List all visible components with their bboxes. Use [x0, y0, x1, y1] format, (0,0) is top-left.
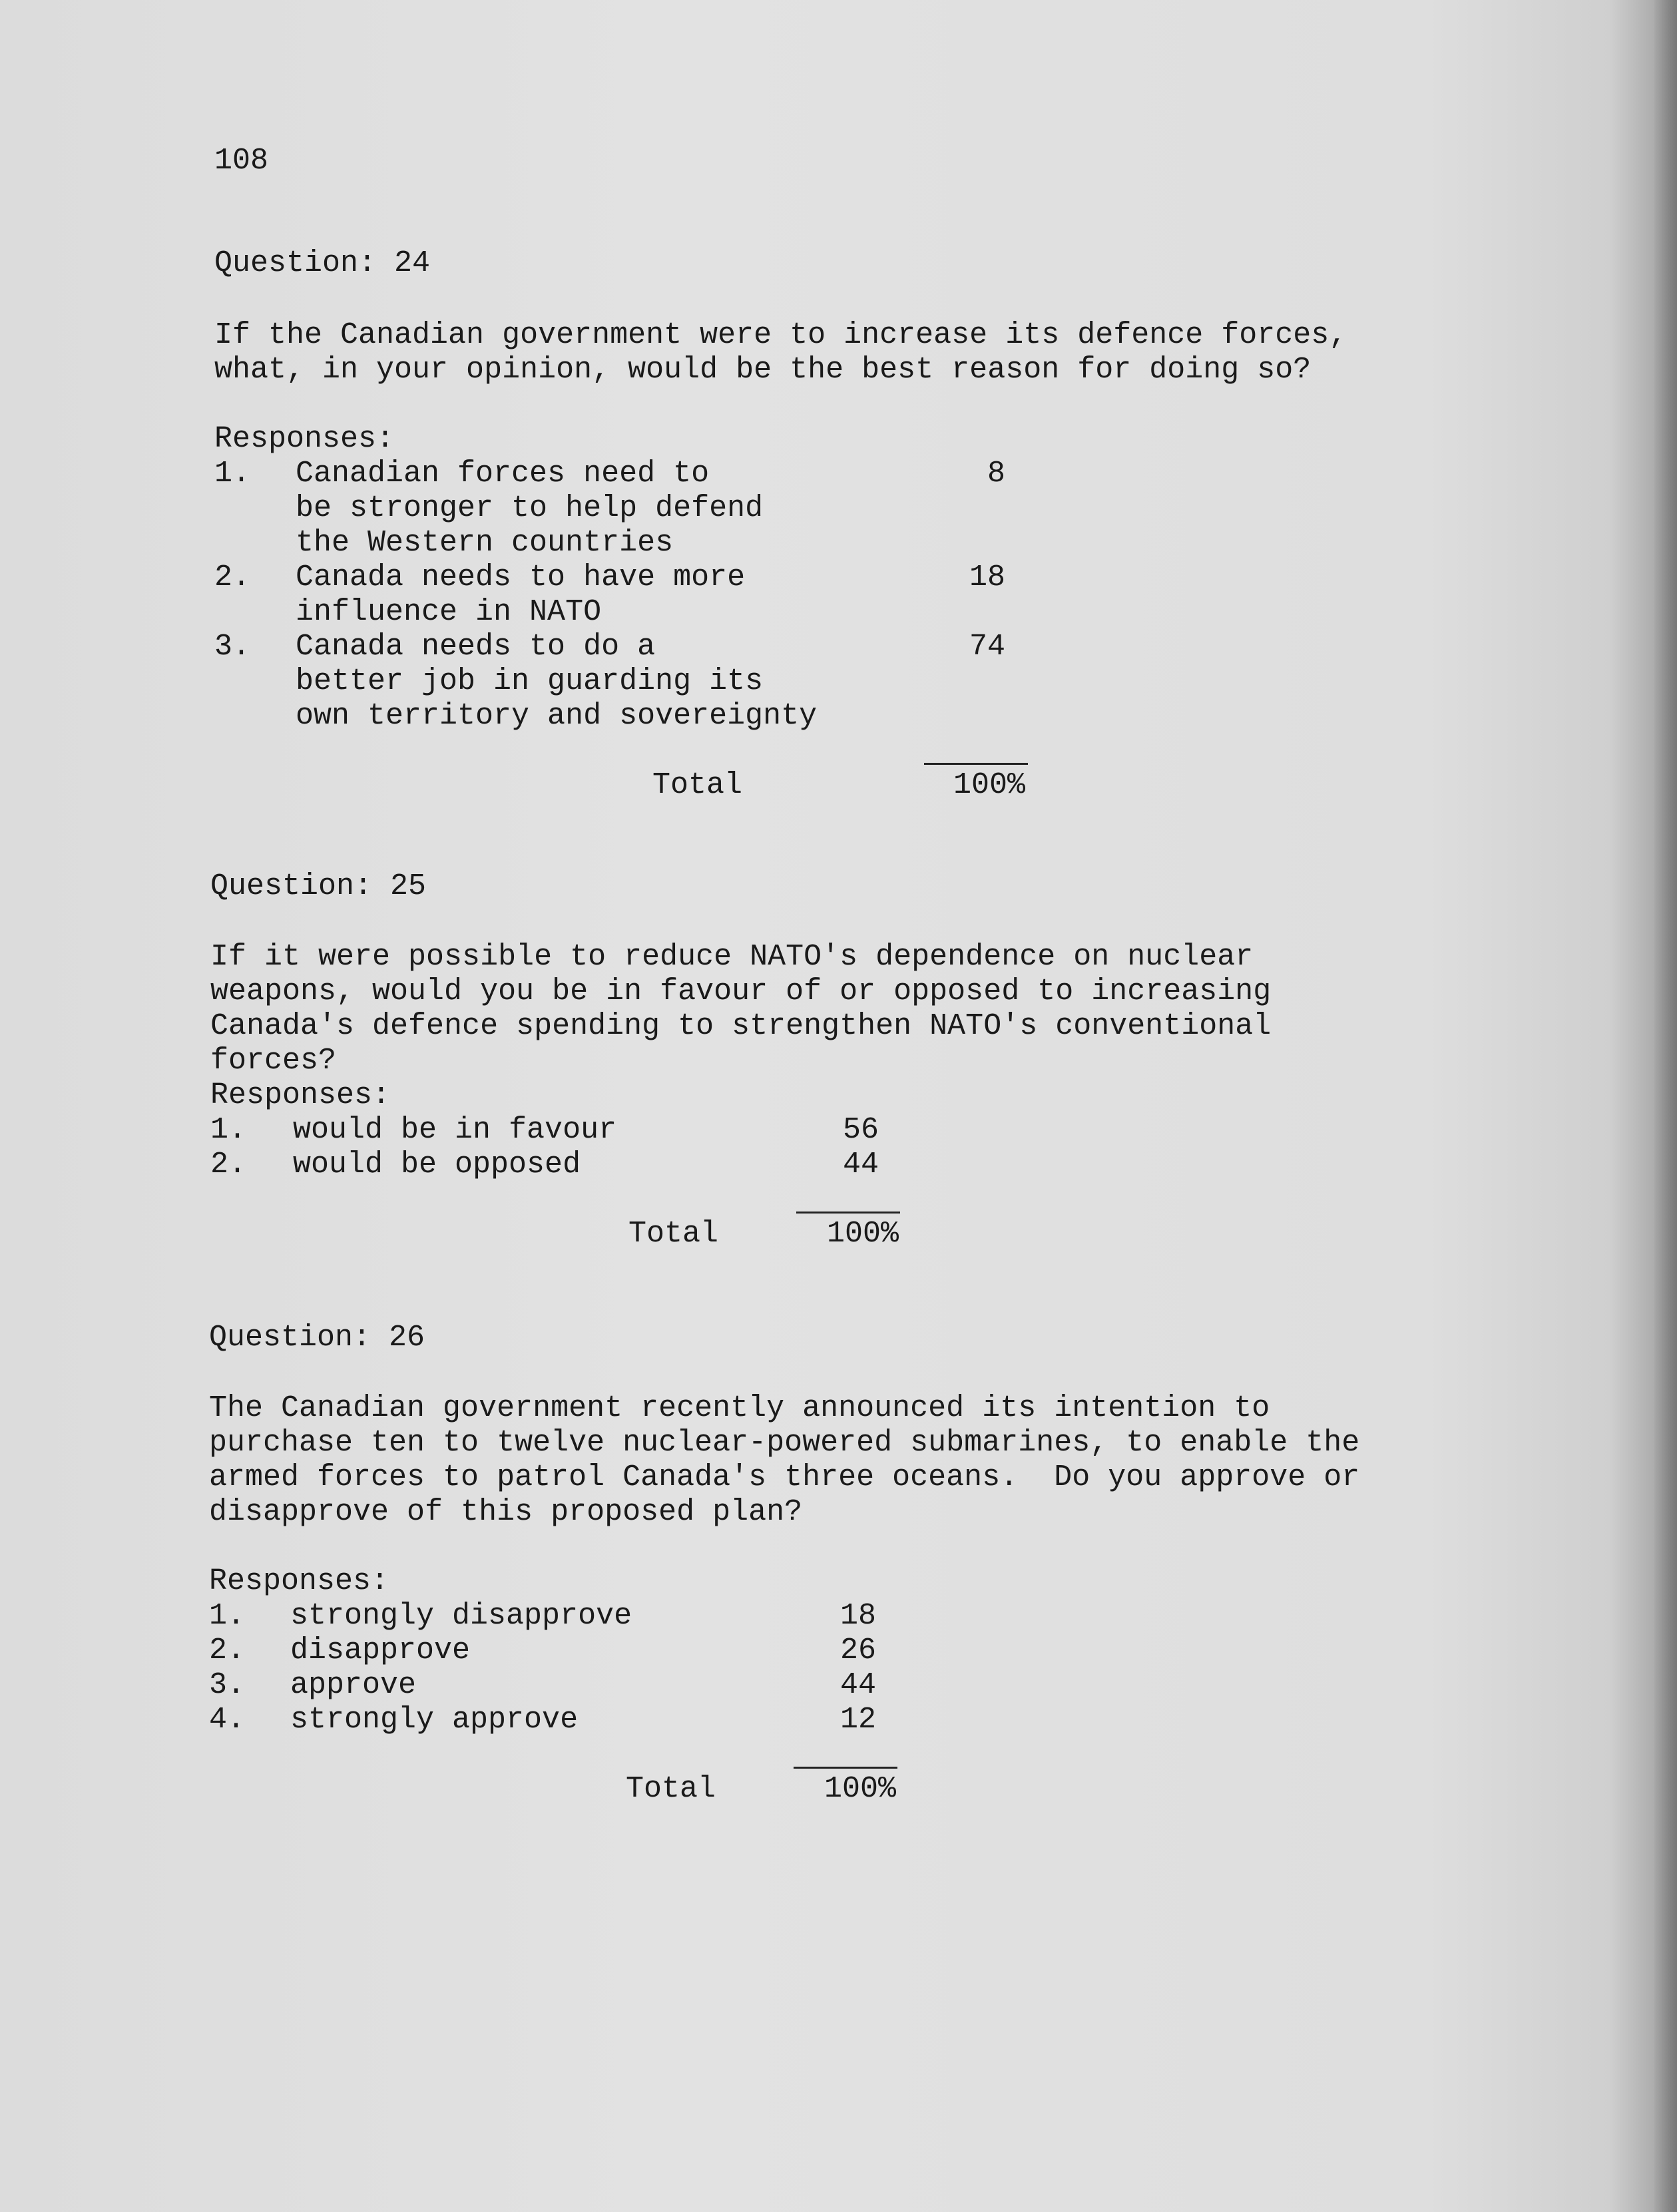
question-text-line: armed forces to patrol Canada's three oceans. Do you approve or: [209, 1460, 1360, 1494]
response-text-line: strongly approve: [290, 1703, 579, 1737]
response-value: 18: [969, 560, 1005, 594]
response-number: 2.: [214, 560, 251, 594]
question-text-line: what, in your opinion, would be the best reason for doing so?: [214, 353, 1312, 387]
response-text-line: influence in NATO: [296, 595, 602, 629]
total-label: Total: [628, 1217, 719, 1251]
response-text-line: would be in favour: [293, 1113, 617, 1147]
total-rule: [924, 763, 1028, 765]
response-value: 56: [842, 1113, 879, 1147]
response-number: 3.: [209, 1668, 246, 1702]
question-text-line: The Canadian government recently announced its intention to: [209, 1391, 1270, 1425]
response-text-line: better job in guarding its: [296, 664, 764, 698]
response-text-line: be stronger to help defend: [296, 491, 764, 525]
response-text-line: the Western countries: [296, 526, 674, 560]
response-number: 2.: [210, 1148, 247, 1182]
total-label: Total: [626, 1772, 716, 1806]
question-text-line: disapprove of this proposed plan?: [209, 1495, 803, 1529]
question-text-line: forces?: [210, 1044, 337, 1078]
total-rule: [796, 1212, 900, 1214]
response-text-line: Canada needs to do a: [296, 630, 656, 664]
response-text-line: own territory and sovereignty: [296, 699, 818, 733]
response-text-line: Canada needs to have more: [296, 560, 746, 594]
response-value: 18: [839, 1599, 876, 1633]
responses-label: Responses:: [214, 422, 395, 456]
total-value: 100%: [824, 1772, 896, 1806]
responses-label: Responses:: [210, 1078, 391, 1112]
question-label: Question: 26: [209, 1321, 425, 1355]
response-value: 44: [842, 1148, 879, 1182]
response-value: 8: [987, 457, 1005, 491]
response-text-line: would be opposed: [293, 1148, 581, 1182]
response-value: 26: [839, 1634, 876, 1667]
response-value: 44: [839, 1668, 876, 1702]
page-number: 108: [214, 144, 269, 178]
question-label: Question: 25: [210, 869, 427, 903]
question-text-line: Canada's defence spending to strengthen NATO's conventional: [210, 1009, 1272, 1043]
response-text-line: Canadian forces need to: [296, 457, 710, 491]
question-text-line: purchase ten to twelve nuclear-powered submarines, to enable the: [209, 1426, 1360, 1460]
response-number: 3.: [214, 630, 251, 664]
total-rule: [794, 1767, 897, 1769]
page-edge-shadow: [1654, 0, 1677, 2212]
response-value: 12: [839, 1703, 876, 1737]
total-label: Total: [652, 768, 743, 802]
total-value: 100%: [953, 768, 1025, 802]
question-text-line: If it were possible to reduce NATO's dependence on nuclear: [210, 940, 1254, 974]
response-number: 2.: [209, 1634, 246, 1667]
responses-label: Responses:: [209, 1564, 389, 1598]
question-text-line: If the Canadian government were to increase its defence forces,: [214, 318, 1347, 352]
response-number: 1.: [209, 1599, 246, 1633]
response-number: 1.: [214, 457, 251, 491]
response-number: 1.: [210, 1113, 247, 1147]
response-text-line: strongly disapprove: [290, 1599, 632, 1633]
total-value: 100%: [826, 1217, 899, 1251]
question-text-line: weapons, would you be in favour of or opposed to increasing: [210, 975, 1272, 1008]
response-value: 74: [969, 630, 1005, 664]
response-number: 4.: [209, 1703, 246, 1737]
response-text-line: disapprove: [290, 1634, 471, 1667]
response-text-line: approve: [290, 1668, 417, 1702]
question-label: Question: 24: [214, 246, 431, 280]
